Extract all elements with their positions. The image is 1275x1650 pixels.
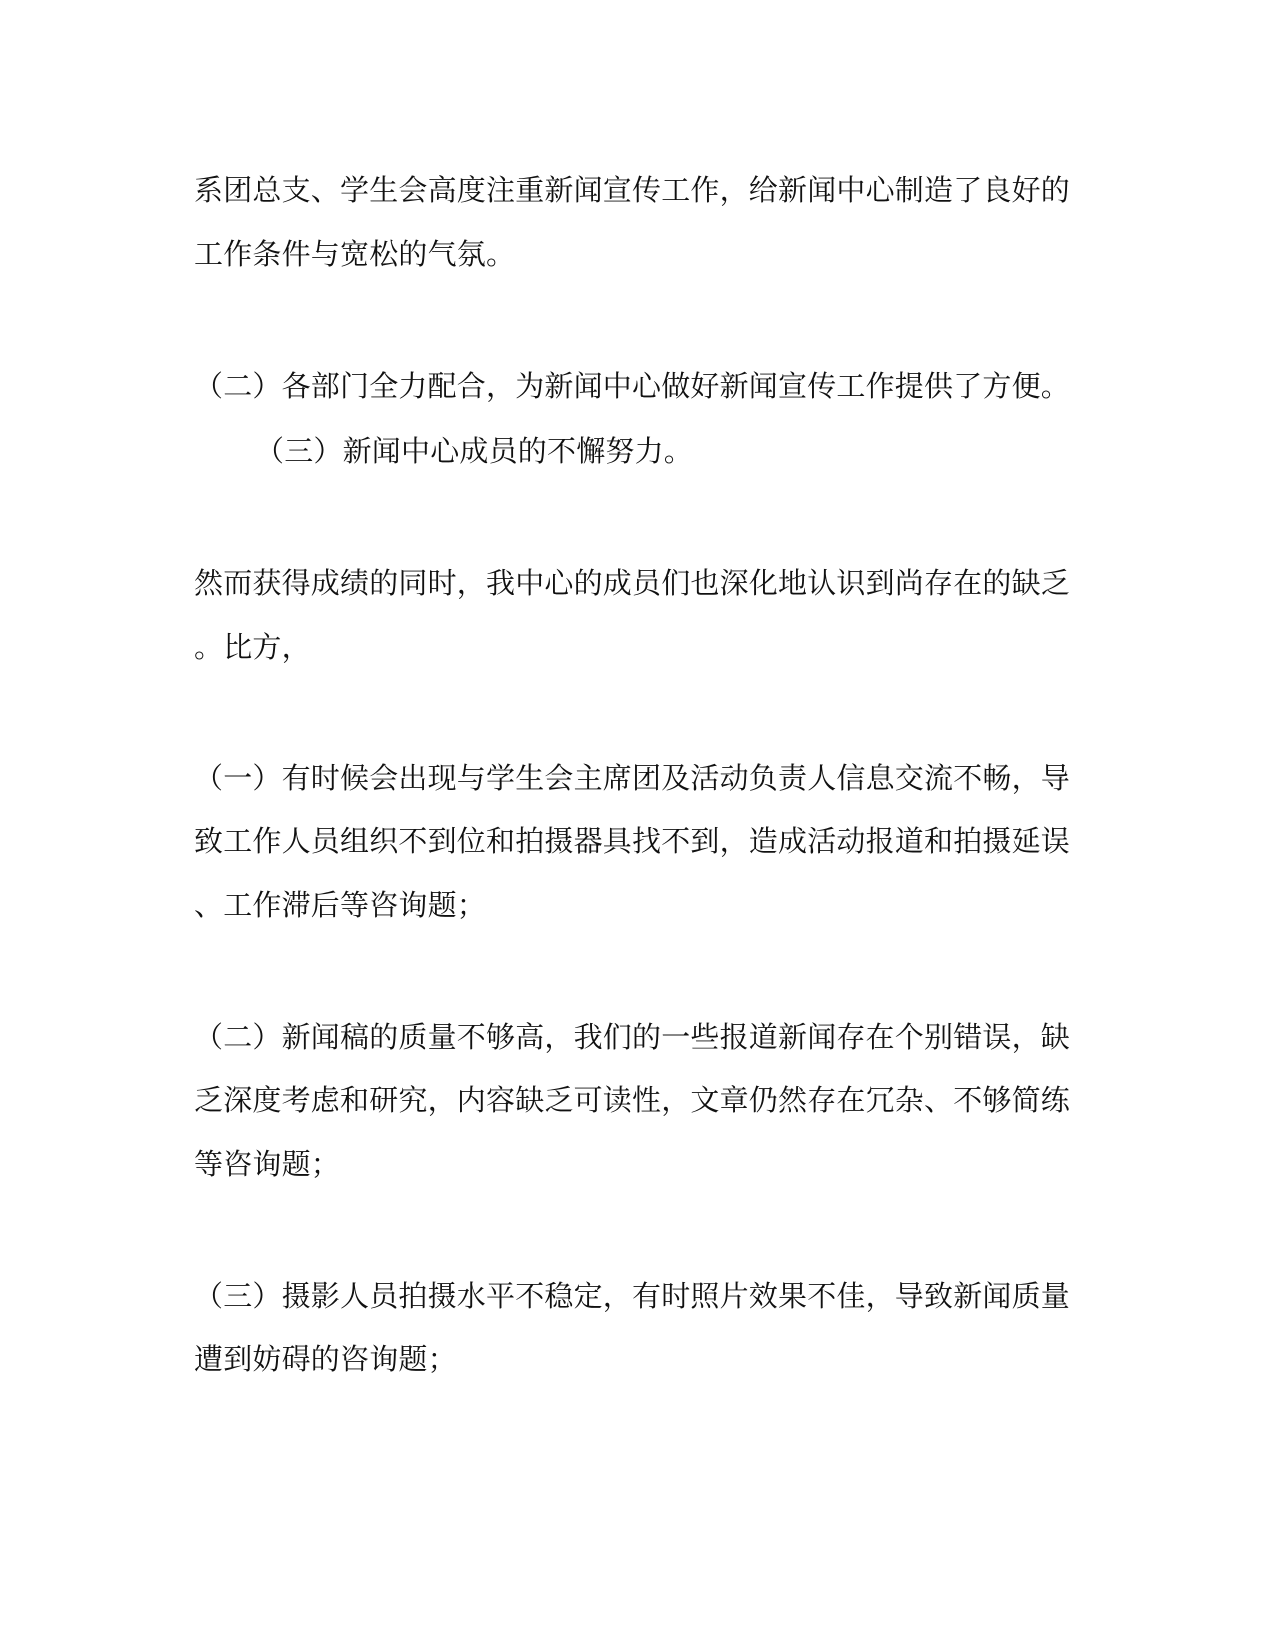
issue-1-line-1: （一）有时候会出现与学生会主席团及活动负责人信息交流不畅，导 bbox=[194, 761, 1071, 795]
paragraph-1-line-1: 系团总支、学生会高度注重新闻宣传工作，给新闻中心制造了良好的 bbox=[194, 173, 1071, 207]
issue-3-line-1: （三）摄影人员拍摄水平不稳定，有时照片效果不佳，导致新闻质量 bbox=[194, 1279, 1071, 1313]
paragraph-2-line-2: 。比方， bbox=[194, 630, 311, 664]
list-item-2-support: （二）各部门全力配合，为新闻中心做好新闻宣传工作提供了方便。 bbox=[194, 369, 1071, 403]
issue-1-line-2: 致工作人员组织不到位和拍摄器具找不到，造成活动报道和拍摄延误 bbox=[194, 824, 1071, 858]
list-item-3-effort: （三）新闻中心成员的不懈努力。 bbox=[255, 434, 694, 468]
paragraph-2-line-1: 然而获得成绩的同时，我中心的成员们也深化地认识到尚存在的缺乏 bbox=[194, 566, 1071, 600]
issue-2-line-2: 乏深度考虑和研究，内容缺乏可读性，文章仍然存在冗杂、不够简练 bbox=[194, 1083, 1071, 1117]
issue-2-line-3: 等咨询题； bbox=[194, 1147, 341, 1181]
paragraph-1-line-2: 工作条件与宽松的气氛。 bbox=[194, 237, 516, 271]
issue-1-line-3: 、工作滞后等咨询题； bbox=[194, 888, 487, 922]
issue-2-line-1: （二）新闻稿的质量不够高，我们的一些报道新闻存在个别错误，缺 bbox=[194, 1020, 1071, 1054]
issue-3-line-2: 遭到妨碍的咨询题； bbox=[194, 1342, 457, 1376]
